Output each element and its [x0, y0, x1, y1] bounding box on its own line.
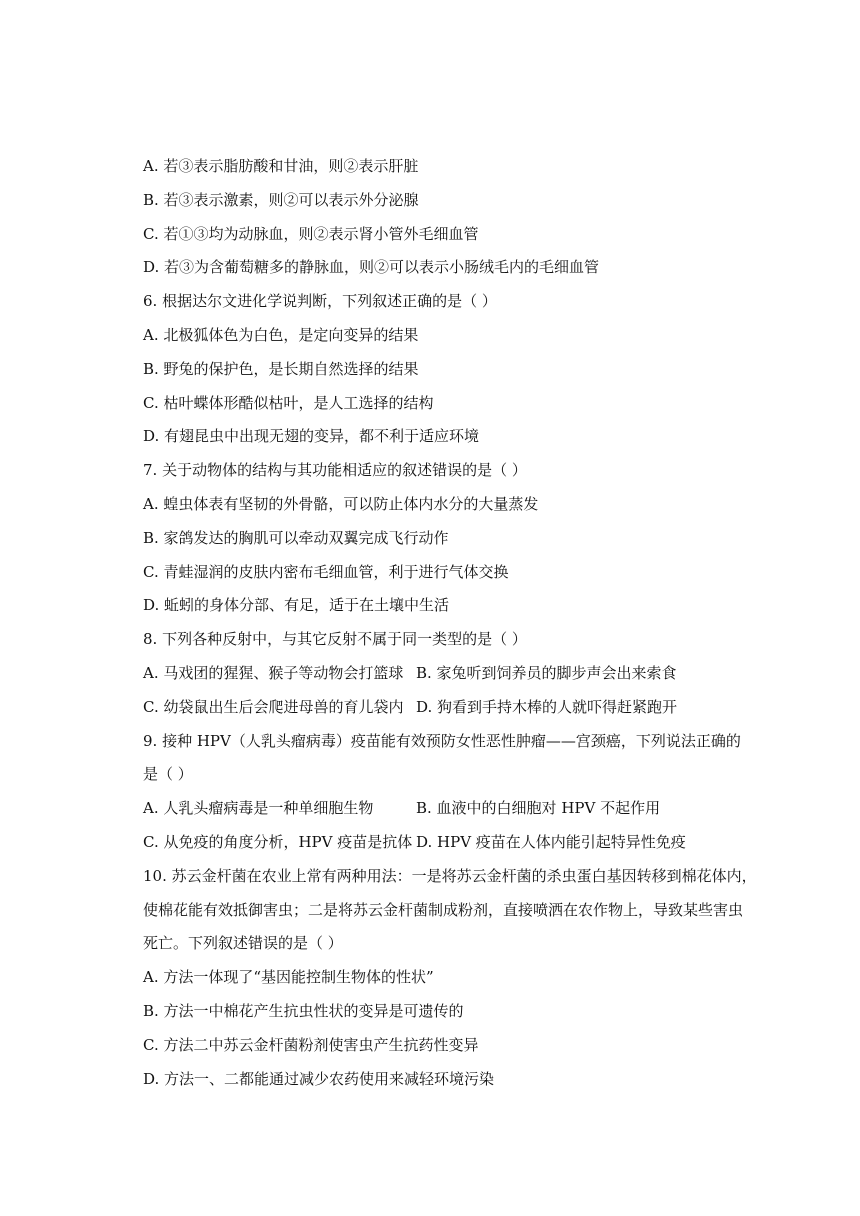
q10-option-b: B. 方法一中棉花产生抗虫性状的变异是可遗传的: [143, 1002, 464, 1020]
q8-option-a: A. 马戏团的猩猩、猴子等动物会打篮球: [143, 664, 404, 682]
q10-stem-line3: 死亡。下列叙述错误的是（ ）: [143, 934, 343, 952]
q8-option-b: B. 家兔听到饲养员的脚步声会出来索食: [416, 664, 677, 682]
q6-stem: 6. 根据达尔文进化学说判断，下列叙述正确的是（ ）: [143, 292, 497, 310]
q6-option-d: D. 有翅昆虫中出现无翅的变异，都不利于适应环境: [143, 427, 480, 445]
q5-option-b: B. 若③表示激素，则②可以表示外分泌腺: [143, 191, 419, 209]
q5-option-c: C. 若①③均为动脉血，则②表示肾小管外毛细血管: [143, 225, 479, 243]
q6-option-b: B. 野兔的保护色，是长期自然选择的结果: [143, 360, 419, 378]
q9-option-b: B. 血液中的白细胞对 HPV 不起作用: [416, 799, 661, 817]
q5-option-d: D. 若③为含葡萄糖多的静脉血，则②可以表示小肠绒毛内的毛细血管: [143, 258, 600, 276]
q9-option-d: D. HPV 疫苗在人体内能引起特异性免疫: [416, 833, 686, 851]
q10-option-d: D. 方法一、二都能通过减少农药使用来减轻环境污染: [143, 1070, 495, 1088]
q7-stem: 7. 关于动物体的结构与其功能相适应的叙述错误的是（ ）: [143, 461, 527, 479]
q6-option-c: C. 枯叶蝶体形酷似枯叶，是人工选择的结构: [143, 394, 434, 412]
q6-option-a: A. 北极狐体色为白色，是定向变异的结果: [143, 326, 419, 344]
q8-option-c: C. 幼袋鼠出生后会爬进母兽的育儿袋内: [143, 698, 404, 716]
q7-option-a: A. 蝗虫体表有坚韧的外骨骼，可以防止体内水分的大量蒸发: [143, 495, 539, 513]
q8-option-d: D. 狗看到手持木棒的人就吓得赶紧跑开: [416, 698, 678, 716]
q7-option-c: C. 青蛙湿润的皮肤内密布毛细血管，利于进行气体交换: [143, 563, 509, 581]
q10-stem-line2: 使棉花能有效抵御害虫；二是将苏云金杆菌制成粉剂，直接喷洒在农作物上，导致某些害虫: [143, 901, 744, 919]
q8-stem: 8. 下列各种反射中，与其它反射不属于同一类型的是（ ）: [143, 630, 527, 648]
q9-option-a: A. 人乳头瘤病毒是一种单细胞生物: [143, 799, 374, 817]
q10-stem-line1: 10. 苏云金杆菌在农业上常有两种用法：一是将苏云金杆菌的杀虫蛋白基因转移到棉花体内，: [143, 867, 757, 885]
q9-stem-line2: 是（ ）: [143, 765, 193, 783]
q9-option-c: C. 从免疫的角度分析，HPV 疫苗是抗体: [143, 833, 413, 851]
q7-option-b: B. 家鸽发达的胸肌可以牵动双翼完成飞行动作: [143, 529, 449, 547]
q10-option-a: A. 方法一体现了“基因能控制生物体的性状”: [143, 968, 434, 986]
q7-option-d: D. 蚯蚓的身体分部、有足，适于在土壤中生活: [143, 596, 450, 614]
q5-option-a: A. 若③表示脂肪酸和甘油，则②表示肝脏: [143, 157, 419, 175]
q9-stem-line1: 9. 接种 HPV（人乳头瘤病毒）疫苗能有效预防女性恶性肿瘤——宫颈癌，下列说法正确的: [143, 732, 741, 750]
q10-option-c: C. 方法二中苏云金杆菌粉剂使害虫产生抗药性变异: [143, 1036, 479, 1054]
